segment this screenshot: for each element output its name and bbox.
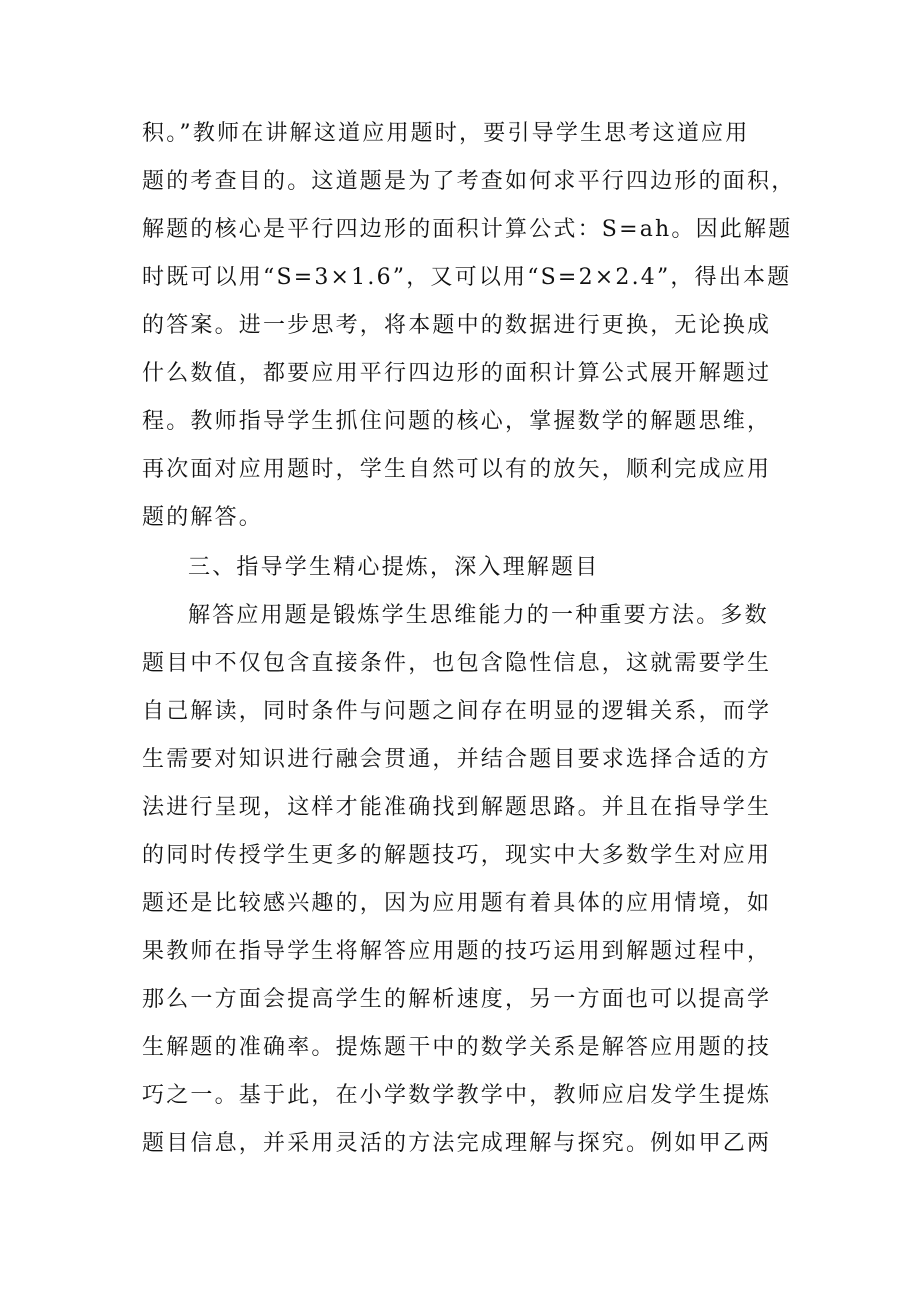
text-line: 巧之一。基于此，在小学数学教学中，教师应启发学生提炼	[142, 1083, 772, 1108]
text-line: 再次面对应用题时，学生自然可以有的放矢，顺利完成应用	[142, 457, 772, 482]
text-line: 自己解读，同时条件与问题之间存在明显的逻辑关系，而学	[142, 699, 772, 724]
text-line: 的同时传授学生更多的解题技巧，现实中大多数学生对应用	[142, 843, 772, 868]
text-line: 生解题的准确率。提炼题干中的数学关系是解答应用题的技	[142, 1035, 772, 1060]
text-line: 题的考查目的。这道题是为了考查如何求平行四边形的面积，	[142, 169, 796, 194]
text-line: 的答案。进一步思考，将本题中的数据进行更换，无论换成	[142, 313, 772, 338]
text-line: 那么一方面会提高学生的解析速度，另一方面也可以提高学	[142, 987, 772, 1012]
text-line: 果教师在指导学生将解答应用题的技巧运用到解题过程中，	[142, 939, 772, 964]
text-line: 生需要对知识进行融会贯通，并结合题目要求选择合适的方	[142, 747, 772, 772]
text-line: 积。”教师在讲解这道应用题时，要引导学生思考这道应用	[142, 121, 750, 146]
text-line: 解答应用题是锻炼学生思维能力的一种重要方法。多数	[188, 603, 769, 628]
text-line: 法进行呈现，这样才能准确找到解题思路。并且在指导学生	[142, 795, 772, 820]
text-line: 程。教师指导学生抓住问题的核心，掌握数学的解题思维，	[142, 409, 772, 434]
text-line: 题的解答。	[142, 505, 264, 530]
section-heading: 三、指导学生精心提炼，深入理解题目	[188, 555, 600, 580]
text-line: 解题的核心是平行四边形的面积计算公式：S=ah。因此解题	[142, 217, 793, 242]
text-line: 时既可以用“S=3×1.6”，又可以用“S=2×2.4”，得出本题	[142, 265, 792, 290]
text-line: 什么数值，都要应用平行四边形的面积计算公式展开解题过	[142, 361, 772, 386]
text-line: 题目中不仅包含直接条件，也包含隐性信息，这就需要学生	[142, 651, 772, 676]
text-line: 题目信息，并采用灵活的方法完成理解与探究。例如甲乙两	[142, 1131, 772, 1156]
text-line: 题还是比较感兴趣的，因为应用题有着具体的应用情境，如	[142, 891, 772, 916]
